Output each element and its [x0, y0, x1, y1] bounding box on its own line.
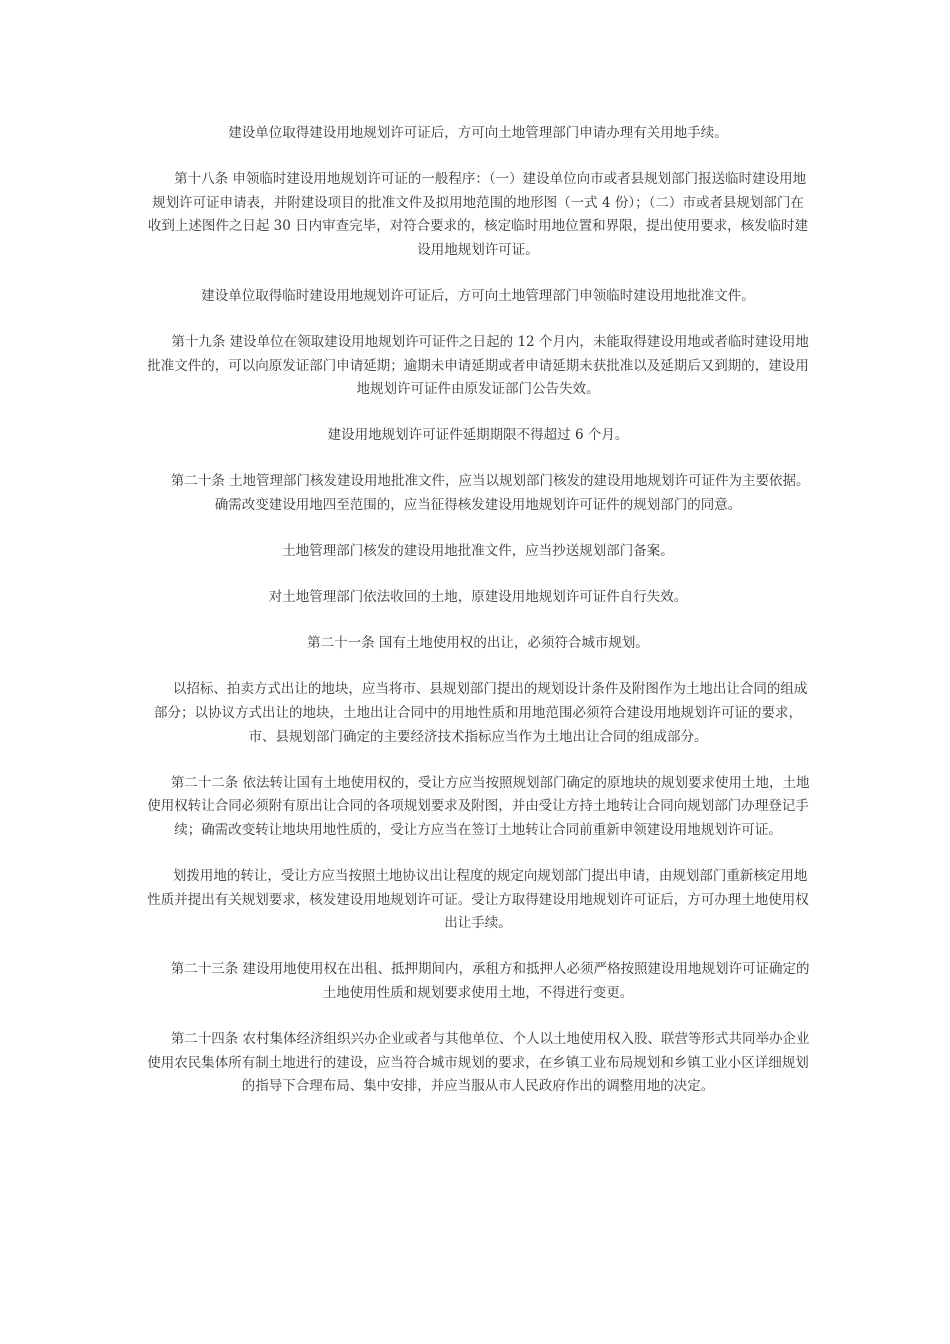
article-20: 第二十条 土地管理部门核发建设用地批准文件，应当以规划部门核发的建设用地规划许可证件为主要依据。确需改变建设用地四至范围的，应当征得核发建设用地规划许可证件的规划部门的同意。: [170, 473, 810, 514]
article-21: 第二十一条 国有土地使用权的出让，必须符合城市规划。: [307, 635, 649, 652]
paragraph-1: 建设单位取得建设用地规划许可证后，方可向土地管理部门申请办理有关用地手续。: [228, 125, 728, 141]
article-19: 第十九条 建设单位在领取建设用地规划许可证件之日起的 12 个月内，未能取得建设用地或者临时建设用地批准文件的，可以向原发证部门申请延期；逾期未申请延期或者申请延期未获批准以及延期后又到期的，建设用地规划许可证件由原发证部门公告失效。: [147, 334, 809, 398]
paragraph-12: 划拨用地的转让，受让方应当按照土地协议出让程度的规定向规划部门提出申请，由规划部门重新核定用地性质并提出有关规划要求，核发建设用地规划许可证。受让方取得建设用地规划许可证后，方可办理土地使用权出让手续。: [147, 867, 809, 932]
article-18: 第十八条 申领临时建设用地规划许可证的一般程序：（一）建设单位向市或者县规划部门报送临时建设用地规划许可证申请表，并附建设项目的批准文件及拟用地范围的地形图（一式 4 份）；（二）市或者县规划部门在收到上述图件之日起 30 日内审查完毕，对符合要求的，核定临时用地位置和界限，提出使用要求，核发临时建设用地规划许可证。: [147, 171, 809, 258]
paragraph-5: 建设用地规划许可证件延期期限不得超过 6 个月。: [327, 427, 629, 444]
paragraph-8: 对土地管理部门依法收回的土地，原建设用地规划许可证件自行失效。: [268, 589, 688, 606]
paragraph-3: 建设单位取得临时建设用地规划许可证后，方可向土地管理部门申领临时建设用地批准文件。: [201, 287, 755, 304]
paragraph-7: 土地管理部门核发的建设用地批准文件，应当抄送规划部门备案。: [282, 543, 674, 560]
article-24: 第二十四条 农村集体经济组织兴办企业或者与其他单位、个人以土地使用权入股、联营等形式共同举办企业使用农民集体所有制土地进行的建设，应当符合城市规划的要求，在乡镇工业布局规划和乡镇工业小区详细规划的指导下合理布局、集中安排，并应当服从市人民政府作出的调整用地的决定。: [147, 1030, 810, 1095]
paragraph-10: 以招标、拍卖方式出让的地块，应当将市、县规划部门提出的规划设计条件及附图作为土地出让合同的组成部分；以协议方式出让的地块，土地出让合同中的用地性质和用地范围必须符合建设用地规划许可证的要求，市、县规划部门确定的主要经济技术指标应当作为土地出让合同的组成部分。: [154, 681, 808, 745]
document-body: [146, 122, 810, 1121]
article-23: 第二十三条 建设用地使用权在出租、抵押期间内，承租方和抵押人必须严格按照建设用地规划许可证确定的土地使用性质和规划要求使用土地，不得进行变更。: [170, 961, 810, 1001]
article-22: 第二十二条 依法转让国有土地使用权的，受让方应当按照规划部门确定的原地块的规划要求使用土地，土地使用权转让合同必须附有原出让合同的各项规划要求及附图，并由受让方持土地转让合同向规划部门办理登记手续；确需改变转让地块用地性质的，受让方应当在签订土地转让合同前重新申领建设用地规划许可证。: [147, 774, 810, 838]
